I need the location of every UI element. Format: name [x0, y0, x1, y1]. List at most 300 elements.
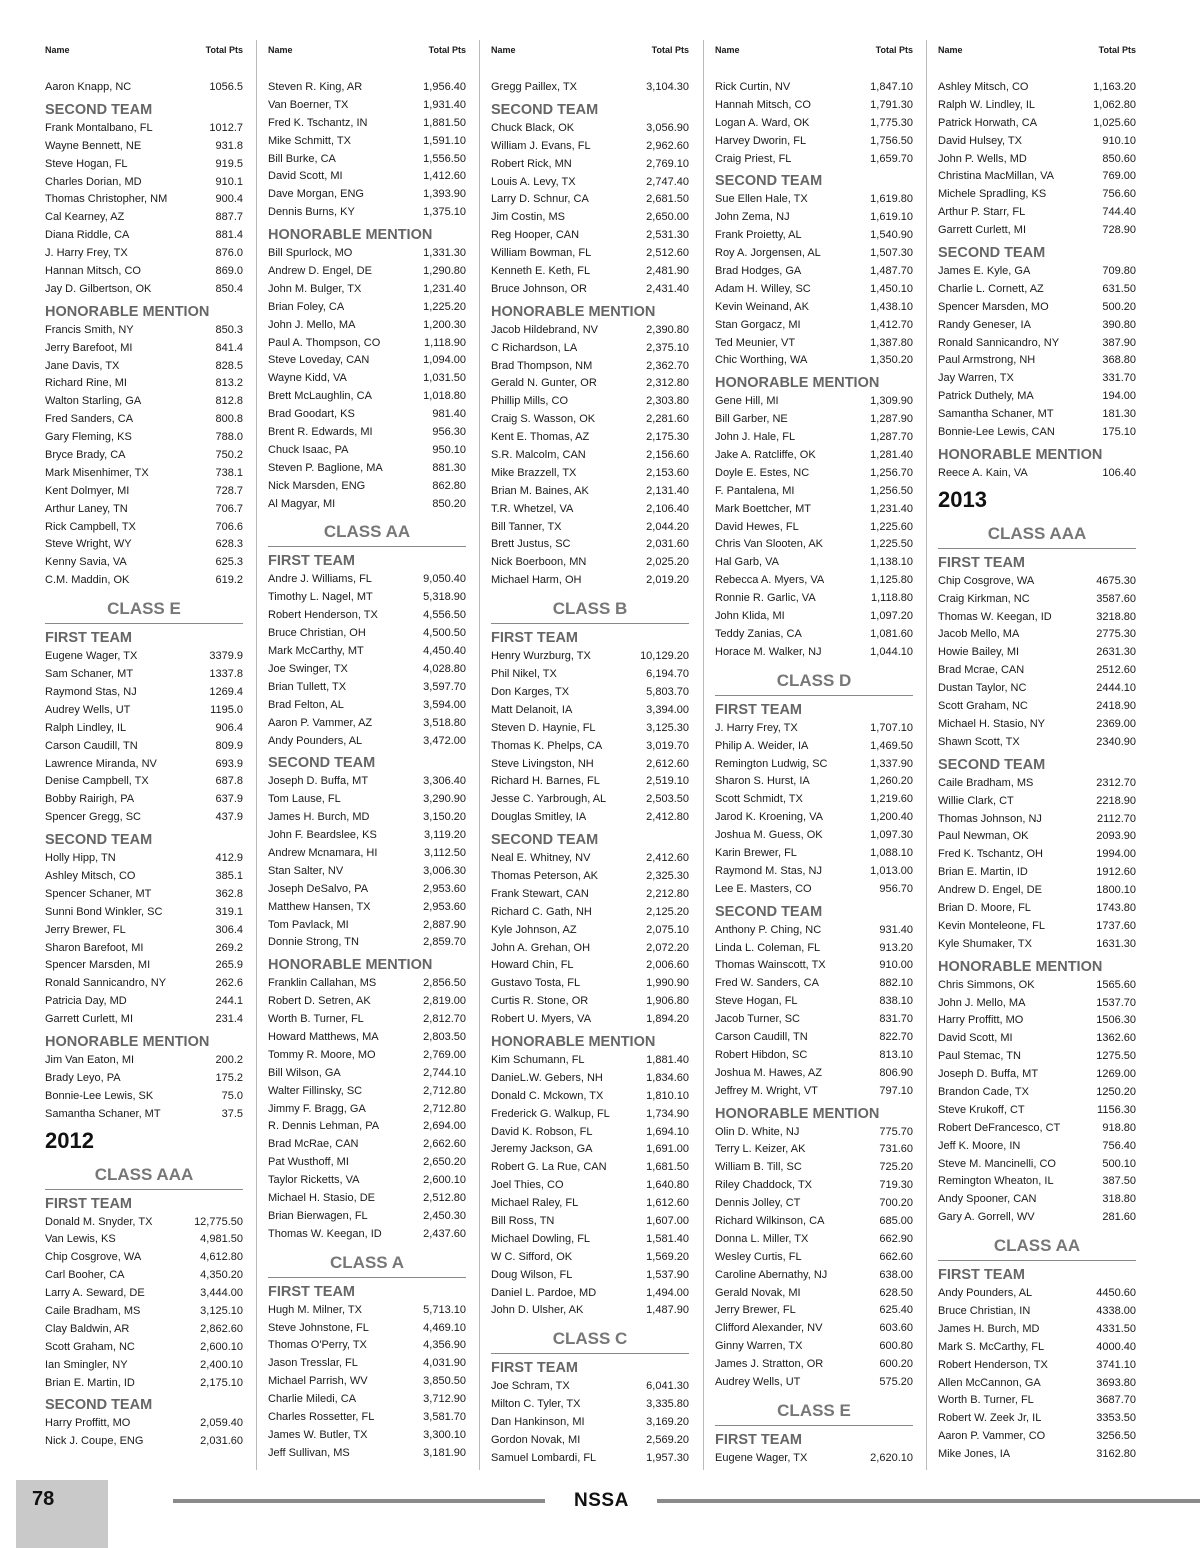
result-row — [45, 720, 243, 738]
shooter-name: Howard Chin, FL — [491, 959, 574, 972]
shooter-name: Michael H. Stasio, NY — [938, 717, 1045, 730]
shooter-name: Riley Chaddock, TX — [715, 1179, 813, 1192]
team-heading: SECOND TEAM — [938, 756, 1046, 773]
shooter-name: Lawrence Miranda, NV — [45, 757, 157, 770]
shooter-name: Robert Hibdon, SC — [715, 1048, 808, 1061]
total-points: 1,025.60 — [1093, 116, 1136, 129]
class-heading: CLASS C — [491, 1320, 689, 1354]
shooter-name: Michael Dowling, FL — [491, 1232, 591, 1245]
total-points: 3162.80 — [1096, 1448, 1136, 1461]
total-points: 1,393.90 — [423, 188, 466, 201]
shooter-name: Adam H. Willey, SC — [715, 282, 811, 295]
result-row — [715, 1450, 913, 1468]
shooter-name: Chip Cosgrove, WA — [45, 1251, 142, 1264]
result-row — [268, 263, 466, 281]
total-points: 687.8 — [215, 775, 243, 788]
total-points: 1,412.70 — [870, 318, 913, 331]
class-heading: CLASS B — [491, 590, 689, 624]
team-heading: FIRST TEAM — [491, 630, 578, 647]
result-row — [938, 1321, 1136, 1339]
shooter-name: Jacob Hildebrand, NV — [491, 323, 599, 336]
result-row — [268, 827, 466, 845]
result-row — [45, 666, 243, 684]
result-row — [268, 1355, 466, 1373]
result-row — [938, 716, 1136, 734]
team-heading: HONORABLE MENTION — [938, 446, 1103, 463]
total-points: 2,662.60 — [423, 1138, 466, 1151]
result-row — [938, 1285, 1136, 1303]
result-row — [715, 483, 913, 501]
shooter-name: Brent R. Edwards, MI — [268, 426, 373, 439]
total-points: 2,887.90 — [423, 918, 466, 931]
result-row — [45, 702, 243, 720]
shooter-name: Jeremy Jackson, GA — [491, 1143, 593, 1156]
total-points: 1,694.10 — [646, 1125, 689, 1138]
result-row — [45, 245, 243, 263]
total-points: 887.7 — [215, 211, 243, 224]
result-row — [45, 1070, 243, 1088]
total-points: 75.0 — [221, 1089, 243, 1102]
total-points: 813.10 — [879, 1048, 913, 1061]
result-row — [268, 317, 466, 335]
total-points: 1,487.90 — [646, 1304, 689, 1317]
total-points: 956.70 — [879, 882, 913, 895]
result-row — [268, 845, 466, 863]
shooter-name: Brian E. Martin, ID — [45, 1376, 135, 1389]
shooter-name: Remington Ludwig, SC — [715, 757, 828, 770]
result-row — [715, 317, 913, 335]
total-points: 6,194.70 — [646, 668, 689, 681]
total-points: 2,450.30 — [423, 1209, 466, 1222]
result-row — [491, 174, 689, 192]
shooter-name: Michael Raley, FL — [491, 1197, 579, 1210]
shooter-name: David K. Robson, FL — [491, 1125, 593, 1138]
result-row — [938, 406, 1136, 424]
result-row — [45, 447, 243, 465]
result-row — [715, 1231, 913, 1249]
shooter-name: Franklin Callahan, MS — [268, 977, 377, 990]
result-row — [491, 1302, 689, 1320]
shooter-name: Scott Schmidt, TX — [715, 793, 803, 806]
shooter-name: Wayne Bennett, NE — [45, 139, 142, 152]
total-points: 262.6 — [215, 977, 243, 990]
total-points: 931.8 — [215, 139, 243, 152]
shooter-name: Nick Marsden, ENG — [268, 479, 366, 492]
total-points: 628.50 — [879, 1286, 913, 1299]
total-points: 775.70 — [879, 1125, 913, 1138]
header-total-pts: Total Pts — [205, 45, 243, 55]
total-points: 4338.00 — [1096, 1304, 1136, 1317]
result-row — [45, 850, 243, 868]
shooter-name: Brian E. Martin, ID — [938, 866, 1028, 879]
shooter-name: Harry Proffitt, MO — [938, 1014, 1024, 1027]
result-row — [715, 151, 913, 169]
shooter-name: David Hulsey, TX — [938, 134, 1022, 147]
result-row — [715, 1029, 913, 1047]
result-row — [491, 375, 689, 393]
result-row — [938, 1138, 1136, 1156]
total-points: 882.10 — [879, 977, 913, 990]
total-points: 1,163.20 — [1093, 81, 1136, 93]
shooter-name: Henry Wurzburg, TX — [491, 650, 591, 663]
shooter-name: Caile Bradham, MS — [938, 776, 1034, 789]
shooter-name: R. Dennis Lehman, PA — [268, 1120, 380, 1133]
total-points: 1,256.70 — [870, 466, 913, 479]
total-points: 809.9 — [215, 739, 243, 752]
total-points: 706.6 — [215, 520, 243, 533]
shooter-name: Joshua M. Guess, OK — [715, 829, 823, 842]
result-row — [45, 536, 243, 554]
result-row — [45, 174, 243, 192]
total-points: 387.90 — [1102, 336, 1136, 349]
result-row — [715, 608, 913, 626]
shooter-name: Pat Wusthoff, MI — [268, 1156, 349, 1169]
result-row — [938, 698, 1136, 716]
total-points: 2218.90 — [1096, 794, 1136, 807]
total-points: 1,619.80 — [870, 193, 913, 206]
result-row — [715, 1320, 913, 1338]
class-heading: CLASS E — [715, 1392, 913, 1426]
result-row — [45, 756, 243, 774]
result-row — [491, 281, 689, 299]
total-points: 2,031.60 — [200, 1435, 243, 1448]
result-row — [938, 644, 1136, 662]
total-points: 1337.8 — [209, 668, 243, 681]
shooter-name: James J. Stratton, OR — [715, 1358, 824, 1371]
total-points: 1,494.00 — [646, 1286, 689, 1299]
shooter-name: Sue Ellen Hale, TX — [715, 193, 808, 206]
total-points: 800.8 — [215, 413, 243, 426]
result-row — [491, 447, 689, 465]
result-row — [491, 1450, 689, 1468]
shooter-name: Thomas W. Keegan, ID — [268, 1227, 382, 1240]
result-row — [715, 922, 913, 940]
total-points: 3693.80 — [1096, 1376, 1136, 1389]
total-points: 1,309.90 — [870, 395, 913, 408]
total-points: 1,225.60 — [870, 520, 913, 533]
total-points: 2,953.60 — [423, 900, 466, 913]
shooter-name: Steven D. Haynie, FL — [491, 721, 596, 734]
result-row — [491, 358, 689, 376]
shooter-name: W C. Sifford, OK — [491, 1250, 573, 1263]
result-row — [491, 975, 689, 993]
result-row — [715, 1374, 913, 1392]
result-row — [268, 1409, 466, 1427]
total-points: 931.40 — [879, 923, 913, 936]
result-row — [715, 590, 913, 608]
shooter-name: Bill Ross, TN — [491, 1214, 555, 1227]
total-points: 1,659.70 — [870, 152, 913, 165]
total-points: 3,597.70 — [423, 680, 466, 693]
result-row — [268, 809, 466, 827]
total-points: 575.20 — [879, 1376, 913, 1388]
total-points: 1912.60 — [1096, 866, 1136, 879]
result-row — [715, 975, 913, 993]
shooter-name: Worth B. Turner, FL — [938, 1394, 1034, 1407]
shooter-name: Paul Armstrong, NH — [938, 354, 1036, 367]
shooter-name: Sharon S. Hurst, IA — [715, 775, 810, 788]
result-row — [491, 1011, 689, 1029]
total-points: 738.1 — [215, 466, 243, 479]
shooter-name: Diana Riddle, CA — [45, 229, 130, 242]
result-row — [491, 465, 689, 483]
total-points: 1,018.80 — [423, 390, 466, 403]
total-points: 12,775.50 — [194, 1215, 243, 1228]
shooter-name: Joshua M. Hawes, AZ — [715, 1066, 822, 1079]
result-row — [491, 702, 689, 720]
shooter-name: Thomas Johnson, NJ — [938, 812, 1042, 825]
shooter-name: Kent Dolmyer, MI — [45, 484, 130, 497]
result-row — [938, 900, 1136, 918]
shooter-name: Mark McCarthy, MT — [268, 645, 364, 658]
team-heading: FIRST TEAM — [491, 1360, 578, 1377]
total-points: 1,906.80 — [646, 995, 689, 1008]
total-points: 797.10 — [879, 1084, 913, 1097]
total-points: 881.4 — [215, 229, 243, 242]
result-row — [45, 393, 243, 411]
shooter-name: Ronald Sannicandro, NY — [938, 336, 1060, 349]
shooter-name: Don Karges, TX — [491, 685, 570, 698]
total-points: 2,400.10 — [200, 1358, 243, 1371]
result-row — [268, 934, 466, 952]
shooter-name: John Klida, MI — [715, 610, 785, 623]
total-points: 700.20 — [879, 1197, 913, 1210]
shooter-name: Eugene Wager, TX — [715, 1451, 808, 1464]
result-row — [268, 406, 466, 424]
shooter-name: Rick Curtin, NV — [715, 81, 791, 93]
shooter-name: Chuck Isaac, PA — [268, 443, 349, 456]
class-heading: CLASS D — [715, 662, 913, 696]
total-points: 1,556.50 — [423, 152, 466, 165]
footer-rule-right — [657, 1499, 1200, 1503]
result-row — [938, 1209, 1136, 1227]
team-heading: HONORABLE MENTION — [715, 375, 880, 392]
total-points: 3,181.90 — [423, 1446, 466, 1459]
team-heading: HONORABLE MENTION — [45, 303, 210, 320]
result-row — [45, 375, 243, 393]
result-row — [45, 1088, 243, 1106]
shooter-name: Fred K. Tschantz, IN — [268, 116, 368, 129]
result-row — [268, 388, 466, 406]
shooter-name: Fred Sanders, CA — [45, 413, 134, 426]
total-points: 3,594.00 — [423, 698, 466, 711]
total-points: 1,337.90 — [870, 757, 913, 770]
team-heading: HONORABLE MENTION — [491, 303, 656, 320]
total-points: 1,231.40 — [423, 282, 466, 295]
shooter-name: Joseph D. Buffa, MT — [268, 775, 369, 788]
total-points: 4331.50 — [1096, 1322, 1136, 1335]
total-points: 876.0 — [215, 247, 243, 260]
total-points: 1,200.30 — [423, 318, 466, 331]
shooter-name: James W. Butler, TX — [268, 1428, 368, 1441]
result-row — [491, 536, 689, 554]
result-row — [938, 424, 1136, 442]
result-row — [715, 1356, 913, 1374]
result-row — [45, 322, 243, 340]
result-row — [938, 1048, 1136, 1066]
result-row — [938, 680, 1136, 698]
result-row — [45, 1106, 243, 1124]
result-row — [491, 393, 689, 411]
result-row — [268, 460, 466, 478]
result-row — [938, 1173, 1136, 1191]
shooter-name: Ashley Mitsch, CO — [938, 81, 1029, 93]
result-row — [491, 720, 689, 738]
total-points: 437.9 — [215, 811, 243, 824]
result-row — [491, 501, 689, 519]
shooter-name: Olin D. White, NJ — [715, 1125, 800, 1138]
shooter-name: Thomas Peterson, AK — [491, 869, 598, 882]
shooter-name: Howie Bailey, MI — [938, 646, 1020, 659]
total-points: 4,612.80 — [200, 1251, 243, 1264]
total-points: 693.9 — [215, 757, 243, 770]
total-points: 2,006.60 — [646, 959, 689, 972]
shooter-name: Andrew D. Engel, DE — [938, 884, 1042, 897]
shooter-name: Jerry Brewer, FL — [715, 1304, 796, 1317]
header-name: Name — [938, 45, 963, 55]
shooter-name: Jim Costin, MS — [491, 211, 565, 224]
result-row — [938, 662, 1136, 680]
result-row — [45, 138, 243, 156]
shooter-name: Charlie Miledi, CA — [268, 1393, 357, 1406]
total-points: 4000.40 — [1096, 1340, 1136, 1353]
shooter-name: Dustan Taylor, NC — [938, 682, 1027, 695]
shooter-name: John M. Bulger, TX — [268, 282, 362, 295]
shooter-name: Logan A. Ward, OK — [715, 116, 810, 129]
result-row — [938, 204, 1136, 222]
total-points: 4,556.50 — [423, 609, 466, 622]
total-points: 1,290.80 — [423, 265, 466, 278]
result-row — [715, 79, 913, 97]
result-row — [715, 845, 913, 863]
shooter-name: Gary A. Gorrell, WV — [938, 1211, 1035, 1224]
total-points: 850.3 — [215, 323, 243, 336]
shooter-name: Steven R. King, AR — [268, 81, 363, 93]
shooter-name: Matthew Hansen, TX — [268, 900, 371, 913]
team-heading: FIRST TEAM — [45, 630, 132, 647]
shooter-name: Anthony P. Ching, NC — [715, 923, 822, 936]
result-row — [715, 791, 913, 809]
total-points: 1,287.90 — [870, 413, 913, 426]
shooter-name: Spencer Marsden, MI — [45, 959, 151, 972]
total-points: 1362.60 — [1096, 1032, 1136, 1045]
result-row — [268, 442, 466, 460]
shooter-name: Brian Bierwagen, FL — [268, 1209, 368, 1222]
total-points: 1,088.10 — [870, 846, 913, 859]
total-points: 1269.00 — [1096, 1068, 1136, 1081]
result-row — [491, 245, 689, 263]
result-row — [715, 940, 913, 958]
total-points: 725.20 — [879, 1161, 913, 1174]
shooter-name: Phil Nikel, TX — [491, 668, 557, 681]
shooter-name: Van Boerner, TX — [268, 98, 349, 111]
shooter-name: Clay Baldwin, AR — [45, 1322, 130, 1335]
total-points: 2,390.80 — [646, 323, 689, 336]
total-points: 2,156.60 — [646, 449, 689, 462]
result-row — [268, 607, 466, 625]
column-header — [715, 38, 913, 62]
header-total-pts: Total Pts — [428, 45, 466, 55]
shooter-name: Mark Boettcher, MT — [715, 502, 811, 515]
shooter-name: Garrett Curlett, MI — [938, 224, 1027, 237]
shooter-name: Al Magyar, MI — [268, 497, 336, 510]
shooter-name: Hannan Mitsch, CO — [45, 265, 141, 278]
class-heading: CLASS AAA — [45, 1156, 243, 1190]
shooter-name: Arthur Laney, TN — [45, 502, 128, 515]
shooter-name: Doug Wilson, FL — [491, 1268, 573, 1281]
total-points: 1,200.40 — [870, 811, 913, 824]
result-row — [268, 1083, 466, 1101]
total-points: 850.4 — [215, 282, 243, 295]
shooter-name: Joel Thies, CO — [491, 1179, 564, 1192]
result-row — [715, 352, 913, 370]
result-row — [491, 1285, 689, 1303]
result-row — [491, 156, 689, 174]
total-points: 2,481.90 — [646, 265, 689, 278]
total-points: 5,803.70 — [646, 685, 689, 698]
result-row — [45, 868, 243, 886]
shooter-name: Douglas Smitley, IA — [491, 811, 587, 824]
shooter-name: Jim Van Eaton, MI — [45, 1053, 135, 1066]
team-heading: HONORABLE MENTION — [268, 957, 433, 974]
shooter-name: Kyle Johnson, AZ — [491, 923, 577, 936]
result-row — [938, 151, 1136, 169]
shooter-name: Ralph W. Lindley, IL — [938, 98, 1036, 111]
result-row — [45, 411, 243, 429]
result-row — [268, 97, 466, 115]
total-points: 728.90 — [1102, 224, 1136, 237]
total-points: 1,118.80 — [870, 592, 913, 605]
total-points: 1,469.50 — [870, 739, 913, 752]
shooter-name: Louis A. Levy, TX — [491, 175, 576, 188]
total-points: 2,569.20 — [646, 1434, 689, 1446]
shooter-name: Phillip Mills, CO — [491, 395, 569, 408]
shooter-name: C.M. Maddin, OK — [45, 574, 130, 587]
result-row — [268, 899, 466, 917]
total-points: 175.2 — [215, 1071, 243, 1084]
result-row — [715, 429, 913, 447]
result-row — [45, 1321, 243, 1339]
result-row — [45, 809, 243, 827]
team-heading: FIRST TEAM — [268, 553, 355, 570]
total-points: 2,412.80 — [646, 811, 689, 824]
total-points: 1,331.30 — [423, 247, 466, 260]
result-row — [938, 626, 1136, 644]
total-points: 3587.60 — [1096, 592, 1136, 605]
shooter-name: Brian Tullett, TX — [268, 680, 347, 693]
shooter-name: J. Harry Frey, TX — [715, 721, 798, 734]
total-points: 2,650.20 — [423, 1156, 466, 1169]
total-points: 1,619.10 — [870, 211, 913, 224]
total-points: 981.40 — [432, 408, 466, 421]
result-row — [491, 322, 689, 340]
shooter-name: Patricia Day, MD — [45, 995, 127, 1008]
shooter-name: Kent E. Thomas, AZ — [491, 431, 590, 444]
result-row — [268, 370, 466, 388]
shooter-name: Bonnie-Lee Lewis, CAN — [938, 426, 1055, 439]
class-heading: CLASS AA — [938, 1227, 1136, 1261]
shooter-name: Caroline Abernathy, NJ — [715, 1268, 828, 1281]
total-points: 3,444.00 — [200, 1287, 243, 1300]
total-points: 662.60 — [879, 1250, 913, 1263]
shooter-name: Kyle Shumaker, TX — [938, 937, 1032, 950]
result-row — [268, 1391, 466, 1409]
result-row — [938, 793, 1136, 811]
result-row — [45, 340, 243, 358]
shooter-name: Jason Tresslar, FL — [268, 1357, 358, 1370]
total-points: 106.40 — [1102, 466, 1136, 479]
shooter-name: F. Pantalena, MI — [715, 484, 795, 497]
